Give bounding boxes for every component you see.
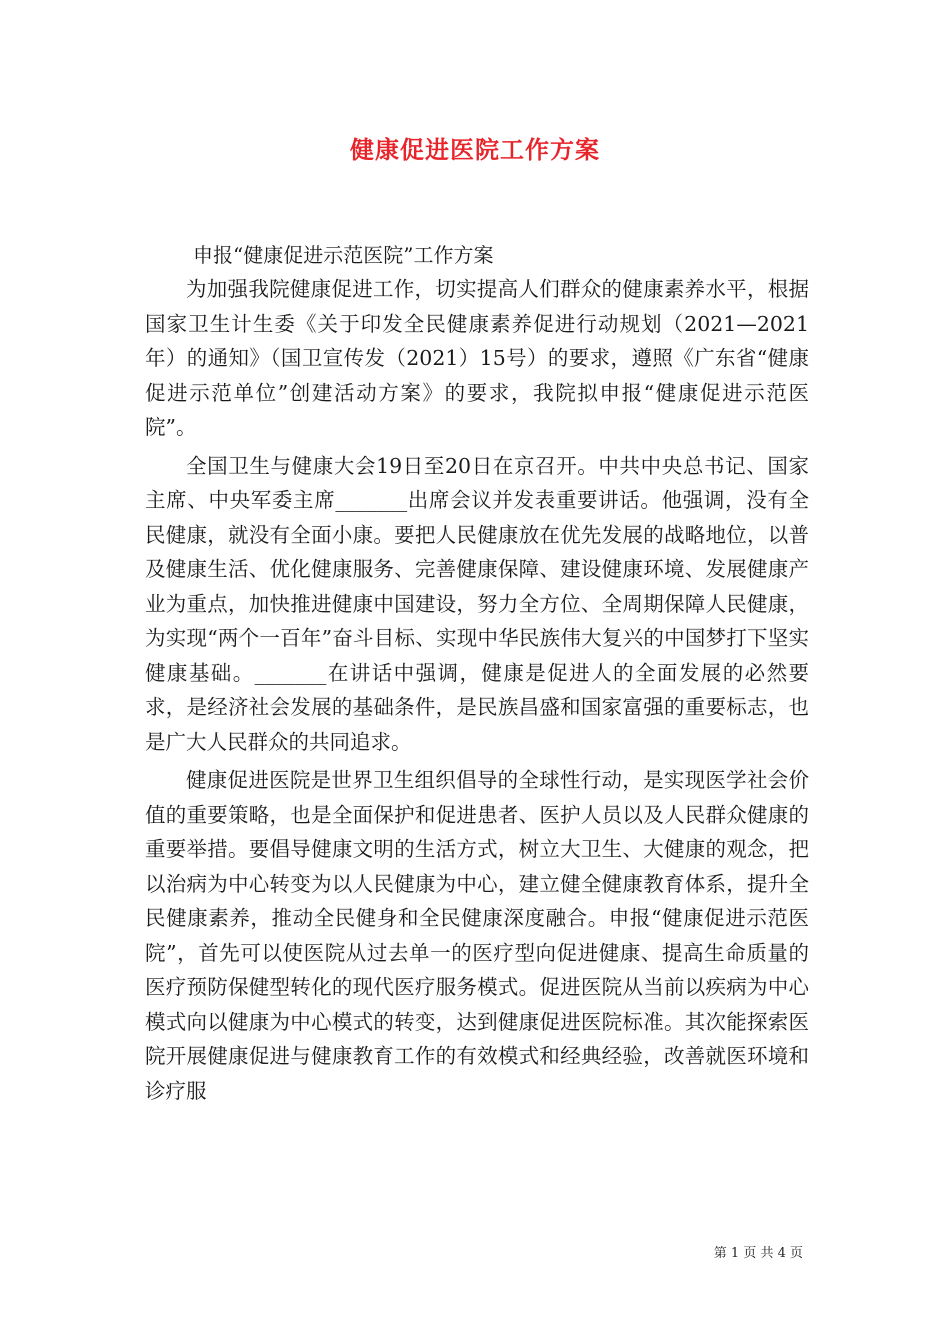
paragraph-1: 为加强我院健康促进工作，切实提高人们群众的健康素养水平，根据国家卫生计生委《关于印发全民健康素养促进行动规划（2021—2021年）的通知》（国卫宣传发（2021）15号）的要求，遵照《广东省“健康促进示范单位”创建活动方案》的要求，我院拟申报“健康促进示范医院”。 (145, 277, 809, 439)
document-body (145, 272, 809, 1112)
page-number-footer: 第 1 页 共 4 页 (713, 1246, 803, 1261)
paragraph-2: 全国卫生与健康大会19日至20日在京召开。中共中央总书记、国家主席、中央军委主席_______出席会议并发表重要讲话。他强调，没有全民健康，就没有全面小康。要把人民健康放在优先发展的战略地位，以普及健康生活、优化健康服务、完善健康保障、建设健康环境、发展健康产业为重点，加快推进健康中国建设，努力全方位、全周期保障人民健康，为实现“两个一百年”奋斗目标、实现中华民族伟大复兴的中国梦打下坚实健康基础。_______在讲话中强调，健康是促进人的全面发展的必然要求，是经济社会发展的基础条件，是民族昌盛和国家富强的重要标志，也是广大人民群众的共同追求。 (145, 453, 809, 754)
paragraph-3: 健康促进医院是世界卫生组织倡导的全球性行动，是实现医学社会价值的重要策略，也是全面保护和促进患者、医护人员以及人民群众健康的重要举措。要倡导健康文明的生活方式，树立大卫生、大健康的观念，把以治病为中心转变为以人民健康为中心，建立健全健康教育体系，提升全民健康素养，推动全民健身和全民健康深度融合。申报“健康促进示范医院”，首先可以使医院从过去单一的医疗型向促进健康、提高生命质量的医疗预防保健型转化的现代医疗服务模式。促进医院从当前以疾病为中心模式向以健康为中心模式的转变，达到健康促进医院标准。其次能探索医院开展健康促进与健康教育工作的有效模式和经典经验，改善就医环境和诊疗服 (145, 768, 809, 1103)
document-title: 健康促进医院工作方案 (350, 135, 600, 164)
document-subtitle: 申报“健康促进示范医院”工作方案 (193, 243, 494, 267)
